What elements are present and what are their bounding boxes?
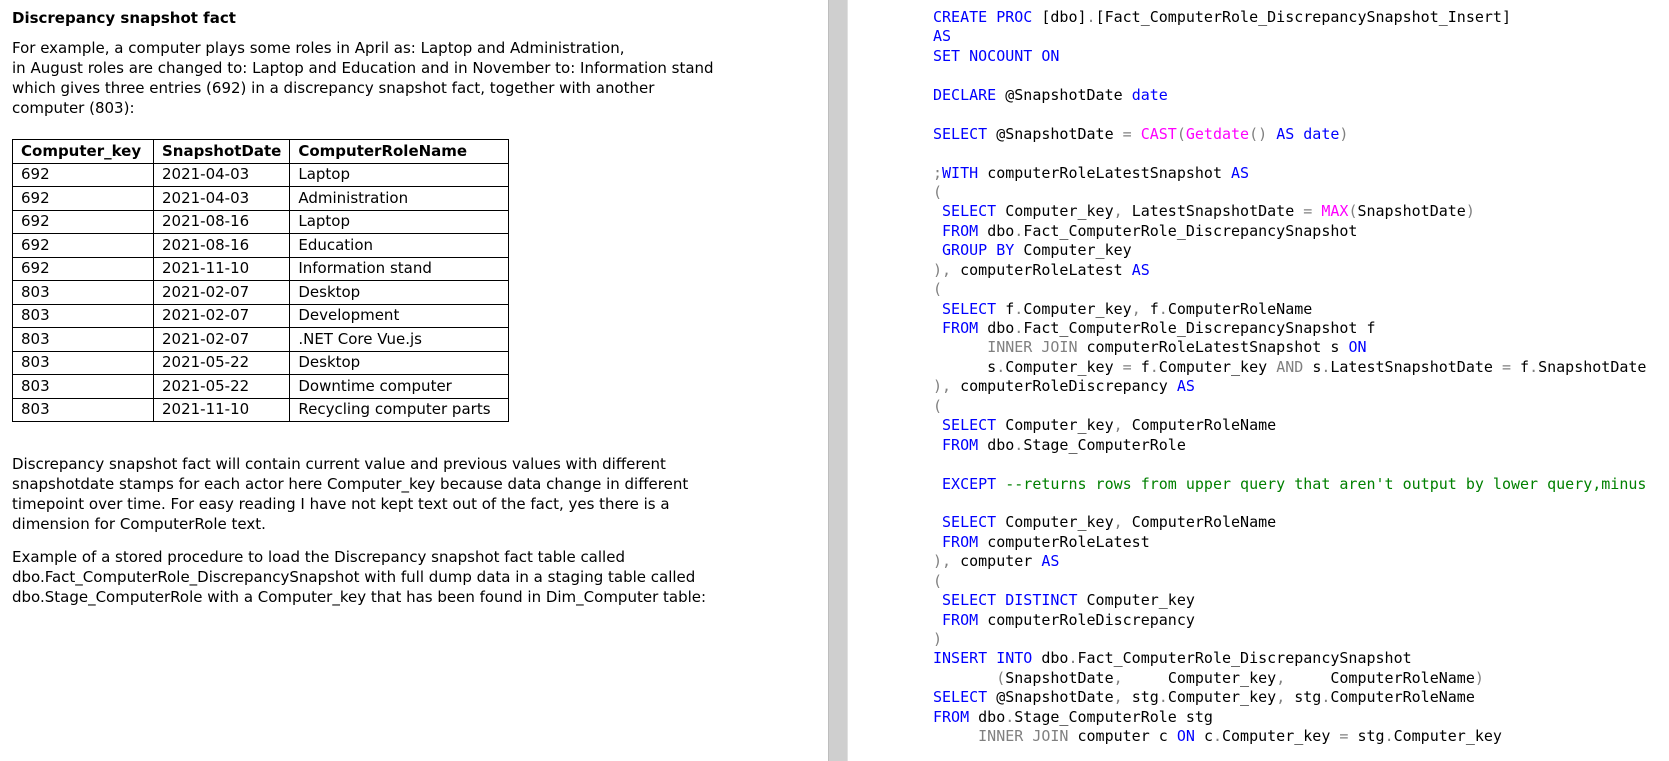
intro-paragraph: For example, a computer plays some roles in April as: Laptop and Administration, in August roles are changed to: Laptop and Education and in November to: Information stand which gives three entries (692) in a discrepancy snapshot fact, together with another computer (803): — [12, 39, 714, 117]
code-token — [933, 611, 942, 629]
code-line — [933, 280, 1669, 299]
code-token: Stage_ComputerRole stg — [1014, 707, 1213, 726]
code-token: SELECT — [942, 513, 1006, 532]
code-token: Fact_ComputerRole_DiscrepancySnapshot — [1077, 649, 1412, 668]
code-line — [933, 591, 1669, 610]
code-line — [933, 688, 1669, 707]
code-token: ) — [1465, 202, 1475, 221]
code-line — [933, 572, 1669, 591]
code-token: ON — [1348, 338, 1367, 357]
code-token: INNER JOIN — [978, 727, 1078, 746]
code-token: MAX — [1321, 202, 1349, 221]
cell-snapshot-date: 2021-02-07 — [154, 281, 290, 305]
cell-computer-role-name: Desktop — [290, 281, 509, 305]
code-token: , — [1113, 668, 1168, 687]
code-line — [933, 436, 1669, 455]
code-token: computerRoleLatest — [960, 260, 1132, 279]
code-token: dbo — [987, 319, 1015, 337]
code-token: = — [1303, 202, 1322, 221]
code-line — [933, 513, 1669, 532]
code-token: dbo — [987, 221, 1015, 240]
code-token — [933, 222, 942, 240]
code-line — [933, 358, 1669, 377]
code-token: . — [1158, 688, 1168, 707]
code-token: computerRoleDiscrepancy — [987, 610, 1195, 629]
code-token: ( — [996, 668, 1006, 687]
code-line — [933, 164, 1669, 183]
stored-procedure-paragraph: Example of a stored procedure to load the Discrepancy snapshot fact table called dbo.Fact_ComputerRole_DiscrepancySnapshot with full dump data in a staging table called dbo.Stage_ComputerRole with a Computer_key that has been found in Dim_Computer table: — [12, 548, 707, 606]
table-row — [13, 398, 509, 422]
cell-computer-role-name: Administration — [290, 187, 509, 211]
code-token: , — [1276, 688, 1295, 707]
code-token: ComputerRoleName — [1330, 688, 1475, 707]
code-line — [933, 727, 1669, 746]
code-token: stg — [1357, 727, 1385, 746]
cell-computer-key: 803 — [13, 351, 154, 375]
code-token: stg — [1294, 688, 1322, 707]
code-token: --returns rows from upper query that aren't output by lower query,minus — [1005, 474, 1647, 493]
code-line — [933, 630, 1669, 649]
code-token: s — [1312, 357, 1322, 376]
cell-computer-key: 803 — [13, 281, 154, 305]
cell-snapshot-date: 2021-05-22 — [154, 351, 290, 375]
code-line — [933, 241, 1669, 260]
code-token — [933, 416, 942, 434]
code-token: computerRoleLatestSnapshot — [987, 163, 1232, 182]
section-heading: Discrepancy snapshot fact — [12, 9, 236, 27]
cell-computer-key: 803 — [13, 304, 154, 328]
code-token: SET NOCOUNT ON — [933, 46, 1060, 65]
code-token: FROM — [942, 435, 988, 454]
code-token: @SnapshotDate — [1005, 85, 1132, 104]
code-token — [933, 300, 942, 318]
table-row — [13, 210, 509, 234]
cell-computer-role-name: Laptop — [290, 163, 509, 187]
cell-snapshot-date: 2021-08-16 — [154, 210, 290, 234]
code-token: . — [1014, 435, 1024, 454]
cell-computer-key: 803 — [13, 328, 154, 352]
code-line — [933, 86, 1669, 105]
code-token: AS — [1041, 552, 1060, 571]
code-token: AS — [1276, 124, 1304, 143]
code-token: date — [1131, 85, 1168, 104]
code-token: , — [1113, 202, 1132, 221]
code-token: AS — [1176, 377, 1195, 396]
column-header-computer-key: Computer_key — [13, 140, 154, 164]
code-token: ) — [1339, 124, 1349, 143]
code-line — [933, 319, 1669, 338]
code-token: ( — [933, 182, 943, 201]
column-header-computer-role-name: ComputerRoleName — [290, 140, 509, 164]
roles-table-body — [13, 163, 509, 422]
code-token: FROM — [942, 319, 988, 337]
cell-snapshot-date: 2021-05-22 — [154, 375, 290, 399]
code-token: f — [1005, 299, 1015, 318]
code-token: Computer_key — [1023, 241, 1132, 260]
code-line — [933, 8, 1669, 27]
code-token: INSERT INTO — [933, 649, 1042, 668]
code-token: ComputerRoleName — [1131, 416, 1277, 435]
code-token: , — [1276, 668, 1331, 687]
cell-computer-role-name: Laptop — [290, 210, 509, 234]
cell-computer-key: 803 — [13, 375, 154, 399]
panel-divider[interactable] — [828, 0, 848, 761]
cell-snapshot-date: 2021-04-03 — [154, 163, 290, 187]
discrepancy-paragraph: Discrepancy snapshot fact will contain current value and previous values with different snapshotdate stamps for each actor here Computer_key because data change in different timepoint over time. For easy reading I have not kept text out of the fact, yes there is a dimension for ComputerRole text. — [12, 455, 689, 533]
cell-computer-key: 692 — [13, 163, 154, 187]
code-token: . — [1212, 727, 1222, 746]
code-token: ComputerRoleName — [1167, 299, 1313, 318]
code-token: SnapshotDate — [1005, 668, 1114, 687]
table-row — [13, 187, 509, 211]
code-line — [933, 222, 1669, 241]
code-token: ComputerRoleName — [1131, 513, 1277, 532]
code-token: AND — [1276, 357, 1313, 376]
code-line — [933, 66, 1669, 85]
table-row — [13, 257, 509, 281]
code-token: date — [1303, 124, 1340, 143]
code-token: DECLARE — [933, 85, 1006, 104]
table-row — [13, 163, 509, 187]
code-token — [933, 591, 942, 609]
code-token: SELECT — [933, 124, 997, 143]
code-token: SELECT DISTINCT — [942, 591, 1087, 610]
code-line — [933, 533, 1669, 552]
code-token: ON — [1176, 727, 1204, 746]
code-token: SELECT — [942, 202, 1006, 221]
code-token: ( — [1176, 124, 1186, 143]
code-line — [933, 494, 1669, 513]
cell-computer-role-name: .NET Core Vue.js — [290, 328, 509, 352]
code-token: Computer_key — [1086, 591, 1195, 610]
code-token: . — [1149, 357, 1159, 376]
code-line — [933, 202, 1669, 221]
code-token: INNER JOIN — [987, 338, 1087, 357]
code-token — [933, 436, 942, 454]
code-line — [933, 125, 1669, 144]
sql-code-block — [933, 8, 1669, 761]
code-token: ) — [1474, 668, 1484, 687]
table-row — [13, 375, 509, 399]
code-token: . — [1384, 727, 1394, 746]
table-row — [13, 281, 509, 305]
code-token: GROUP BY — [942, 241, 1024, 260]
code-token: . — [1014, 221, 1024, 240]
code-token — [933, 475, 942, 493]
code-token: , — [1131, 299, 1150, 318]
code-token: . — [1158, 299, 1168, 318]
code-token: [Fact_ComputerRole_DiscrepancySnapshot_Insert] — [1095, 8, 1511, 26]
code-token: @SnapshotDate — [996, 124, 1123, 143]
code-line — [933, 47, 1669, 66]
code-token: FROM — [942, 221, 988, 240]
code-token: LatestSnapshotDate — [1330, 357, 1502, 376]
table-row — [13, 328, 509, 352]
code-token: AS — [1131, 260, 1150, 279]
code-token: Stage_ComputerRole — [1023, 435, 1186, 454]
table-row — [13, 234, 509, 258]
code-token: ( — [933, 571, 943, 590]
cell-computer-key: 803 — [13, 398, 154, 422]
code-token: f — [1140, 357, 1150, 376]
code-token: CREATE PROC — [933, 8, 1042, 26]
code-token: stg — [1131, 688, 1159, 707]
roles-table — [12, 139, 509, 422]
code-token: LatestSnapshotDate — [1131, 202, 1304, 221]
table-header-row — [13, 140, 509, 164]
article-text-panel — [12, 0, 822, 761]
cell-computer-key: 692 — [13, 187, 154, 211]
code-token: . — [996, 357, 1006, 376]
code-token: @SnapshotDate — [996, 688, 1114, 707]
code-line — [933, 105, 1669, 124]
cell-snapshot-date: 2021-08-16 — [154, 234, 290, 258]
code-token — [933, 513, 942, 531]
code-line — [933, 377, 1669, 396]
table-row — [13, 351, 509, 375]
cell-computer-role-name: Development — [290, 304, 509, 328]
code-line — [933, 708, 1669, 727]
code-token: AS — [1231, 163, 1250, 182]
code-line — [933, 611, 1669, 630]
code-token: = — [1122, 124, 1141, 143]
code-token: computerRoleLatestSnapshot s — [1086, 338, 1349, 357]
code-token: . — [1321, 688, 1331, 707]
code-token: Fact_ComputerRole_DiscrepancySnapshot — [1023, 221, 1358, 240]
code-token: . — [1014, 319, 1024, 337]
cell-computer-role-name: Downtime computer — [290, 375, 509, 399]
code-token: dbo — [1041, 649, 1069, 668]
code-token — [933, 202, 942, 220]
code-token: ), — [933, 377, 961, 396]
cell-snapshot-date: 2021-02-07 — [154, 328, 290, 352]
code-token: dbo — [978, 707, 1006, 726]
code-token: , — [1113, 688, 1132, 707]
code-token: ), — [933, 260, 961, 279]
code-token: SELECT — [942, 416, 1006, 435]
code-token: EXCEPT — [942, 474, 1006, 493]
cell-snapshot-date: 2021-04-03 — [154, 187, 290, 211]
code-line — [933, 183, 1669, 202]
code-token — [933, 241, 942, 259]
code-token: FROM — [942, 610, 988, 629]
code-line — [933, 475, 1669, 494]
code-line — [933, 552, 1669, 571]
code-token: CAST — [1140, 124, 1177, 143]
code-token: Computer_key — [1393, 727, 1502, 746]
code-line — [933, 27, 1669, 46]
code-token: = — [1339, 727, 1358, 746]
code-token: . — [1529, 357, 1539, 376]
code-token: s — [933, 357, 997, 376]
code-token: SnapshotDate — [1357, 202, 1466, 221]
code-token: AS — [933, 27, 952, 46]
code-token: f — [1149, 299, 1159, 318]
code-token: , — [1113, 513, 1132, 532]
table-row — [13, 304, 509, 328]
code-token: SELECT — [933, 688, 997, 707]
code-token: WITH — [942, 163, 988, 182]
code-token: SnapshotDate — [1538, 357, 1647, 376]
cell-snapshot-date: 2021-11-10 — [154, 398, 290, 422]
code-token: , — [1113, 416, 1132, 435]
cell-computer-role-name: Recycling computer parts — [290, 398, 509, 422]
code-token: ( — [1348, 202, 1358, 221]
code-token: dbo — [987, 435, 1015, 454]
code-token — [933, 338, 987, 356]
cell-computer-key: 692 — [13, 210, 154, 234]
code-line — [933, 649, 1669, 668]
code-token: () — [1249, 124, 1277, 143]
code-token: = — [1501, 357, 1521, 376]
code-token: . — [1005, 707, 1015, 726]
code-token — [933, 319, 942, 337]
code-token: Getdate — [1185, 124, 1250, 143]
code-line — [933, 300, 1669, 319]
cell-computer-key: 692 — [13, 234, 154, 258]
cell-computer-role-name: Desktop — [290, 351, 509, 375]
code-token: ComputerRoleName — [1330, 668, 1475, 687]
code-token: [dbo] — [1041, 8, 1087, 26]
code-token: ), — [933, 552, 961, 571]
code-line — [933, 416, 1669, 435]
code-token: ( — [933, 396, 943, 415]
cell-computer-role-name: Education — [290, 234, 509, 258]
code-token: Fact_ComputerRole_DiscrepancySnapshot f — [1023, 319, 1376, 337]
code-token: Computer_key — [1167, 688, 1277, 707]
code-token: Computer_key — [1023, 299, 1132, 318]
code-token: . — [1086, 8, 1096, 26]
code-token: Computer_key — [1167, 668, 1277, 687]
code-token: Computer_key — [1158, 357, 1277, 376]
code-token: . — [1068, 649, 1078, 668]
code-token: computer — [960, 552, 1042, 571]
code-token — [933, 669, 996, 687]
code-token: Computer_key — [1005, 416, 1114, 435]
code-token: . — [1014, 299, 1024, 318]
code-line — [933, 455, 1669, 474]
code-token: computerRoleDiscrepancy — [960, 377, 1177, 396]
code-token: FROM — [942, 532, 988, 551]
code-token: SELECT — [942, 299, 1006, 318]
code-line — [933, 669, 1669, 688]
cell-snapshot-date: 2021-02-07 — [154, 304, 290, 328]
code-token: ( — [933, 280, 943, 299]
cell-computer-key: 692 — [13, 257, 154, 281]
code-token: . — [1321, 357, 1331, 376]
column-header-snapshot-date: SnapshotDate — [154, 140, 290, 164]
code-line — [933, 397, 1669, 416]
code-token: f — [1520, 357, 1530, 376]
code-line — [933, 261, 1669, 280]
code-token: Computer_key — [1222, 727, 1340, 746]
code-token: computerRoleLatest — [987, 532, 1150, 551]
code-token — [933, 533, 942, 551]
code-token: = — [1122, 357, 1141, 376]
code-token: c — [1203, 727, 1213, 746]
code-line — [933, 144, 1669, 163]
code-token: ) — [933, 630, 943, 648]
code-token: computer c — [1077, 727, 1177, 746]
code-token: ; — [933, 163, 943, 182]
code-line — [933, 338, 1669, 357]
code-token — [933, 727, 978, 745]
cell-snapshot-date: 2021-11-10 — [154, 257, 290, 281]
cell-computer-role-name: Information stand — [290, 257, 509, 281]
code-token: Computer_key — [1005, 357, 1123, 376]
code-token: FROM — [933, 707, 979, 726]
code-token: Computer_key — [1005, 513, 1114, 532]
code-token: Computer_key — [1005, 202, 1114, 221]
